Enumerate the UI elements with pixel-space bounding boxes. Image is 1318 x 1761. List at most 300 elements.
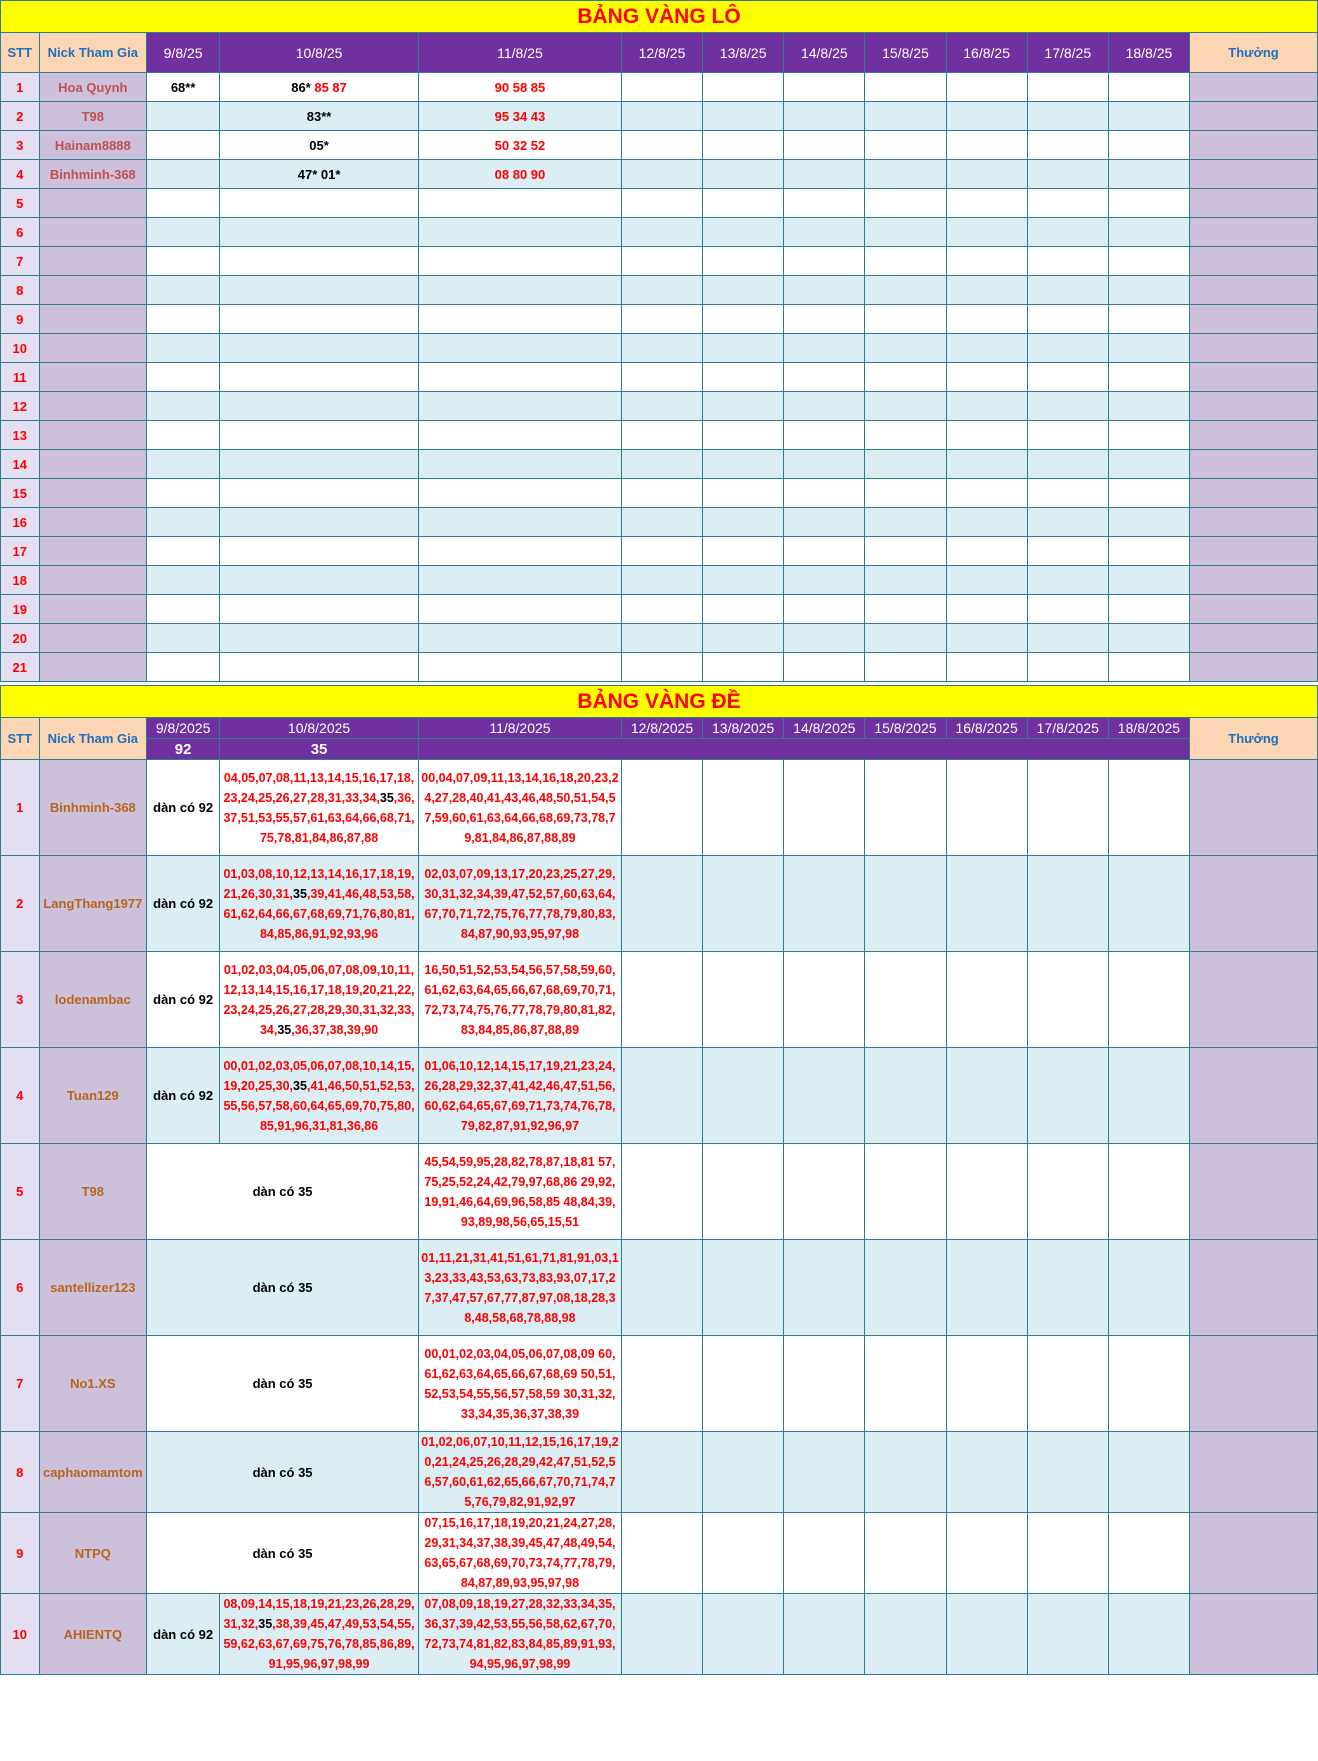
cell-empty [621,1432,702,1513]
cell-empty [865,160,946,189]
numbers-part: 00,01,02,03,05,06,07,08,10,14,15,19,20,25,30, [223,1058,415,1093]
table-row [1,276,1318,305]
cell-empty [1027,1513,1108,1594]
cell-empty [784,1513,865,1594]
cell-9-8 [147,131,220,160]
cell-10-8 [220,276,419,305]
table-row [1,1432,1318,1513]
cell-empty [784,566,865,595]
cell-11-8: 45,54,59,95,28,82,78,87,18,81 57,75,25,52,24,42,79,97,68,86 29,92,19,91,46,64,69,96,58,85 48,84,39,93,89,98,56,65,15,51 [419,1144,622,1240]
cell-empty [621,131,702,160]
cell-prize [1190,1432,1318,1513]
de-header-date: 14/8/2025 [784,718,865,739]
cell-empty [1108,247,1189,276]
numbers-part: 01,02,03,04,05,06,07,08,09,10,11,12,13,14,15,16,17,18,19,20,21,22,23,24,25,26,27,28,29,30,31,32,33,34, [223,962,415,1037]
cell-empty [621,1048,702,1144]
cell-9-8 [147,160,220,189]
cell-prize [1190,760,1318,856]
cell-empty [865,247,946,276]
table-row [1,305,1318,334]
cell-prize [1190,73,1318,102]
cell-empty [703,392,784,421]
de-header-date: 11/8/2025 [419,718,622,739]
table-row [1,1594,1318,1675]
cell-empty [784,1336,865,1432]
row-nick: T98 [39,1144,147,1240]
row-stt: 3 [1,131,40,160]
cell-11-8 [419,479,622,508]
cell-empty [1108,1240,1189,1336]
lo-header-date: 10/8/25 [220,33,419,73]
cell-empty [1027,952,1108,1048]
row-nick: caphaomamtom [39,1432,147,1513]
numbers-hit: 35 [379,790,394,805]
cell-dan: dàn có 92 [147,952,220,1048]
cell-empty [703,508,784,537]
numbers-part: 08,09,14,15,18,19,21,23,26,28,29,31,32, [223,1597,415,1631]
cell-empty [621,160,702,189]
cell-10-8 [220,305,419,334]
cell-prize [1190,856,1318,952]
lo-header-date: 11/8/25 [419,33,622,73]
cell-prize [1190,566,1318,595]
lo-header-date: 18/8/25 [1108,33,1189,73]
cell-empty [621,421,702,450]
numbers-part: ,36,37,51,53,55,57,61,63,64,66,68,71,75,78,81,84,86,87,88 [223,790,415,845]
cell-prize [1190,1513,1318,1594]
lo-header-nick: Nick Tham Gia [39,33,147,73]
cell-11-8: 01,06,10,12,14,15,17,19,21,23,24,26,28,29,32,37,41,42,46,47,51,56,60,62,64,65,67,69,71,73,74,76,78,79,82,87,91,92,96,97 [419,1048,622,1144]
cell-prize [1190,160,1318,189]
de-header-prize: Thưởng [1190,718,1318,760]
cell-empty [1108,856,1189,952]
cell-empty [621,363,702,392]
cell-empty [1027,537,1108,566]
cell-11-8: 07,15,16,17,18,19,20,21,24,27,28,29,31,34,37,38,39,45,47,48,49,54,63,65,67,68,69,70,73,74,77,78,79,84,87,89,93,95,97,98 [419,1513,622,1594]
cell-empty [703,856,784,952]
cell-empty [946,856,1027,952]
cell-empty [703,1432,784,1513]
de-header-nick: Nick Tham Gia [39,718,147,760]
cell-9-8 [147,450,220,479]
cell-empty [865,508,946,537]
lo-header-date: 16/8/25 [946,33,1027,73]
table-row [1,247,1318,276]
cell-11-8: 02,03,07,09,13,17,20,23,25,27,29,30,31,32,34,39,47,52,57,60,63,64,67,70,71,72,75,76,77,78,79,80,83,84,87,90,93,95,97,98 [419,856,622,952]
cell-empty [1027,363,1108,392]
cell-empty [1108,952,1189,1048]
row-stt: 6 [1,1240,40,1336]
cell-empty [703,1336,784,1432]
row-stt: 4 [1,160,40,189]
cell-9-8 [147,189,220,218]
cell-empty [1108,1048,1189,1144]
row-stt: 20 [1,624,40,653]
cell-empty [703,537,784,566]
cell-empty [621,334,702,363]
cell-empty [1108,566,1189,595]
table-row [1,952,1318,1048]
cell-empty [621,479,702,508]
cell-empty [1108,73,1189,102]
cell-prize [1190,595,1318,624]
cell-empty [1027,566,1108,595]
cell-empty [1108,479,1189,508]
cell-empty [621,1144,702,1240]
cell-empty [865,537,946,566]
cell-empty [621,1336,702,1432]
row-stt: 5 [1,189,40,218]
row-stt: 11 [1,363,40,392]
cell-empty [946,305,1027,334]
cell-empty [946,276,1027,305]
cell-empty [865,653,946,682]
row-stt: 9 [1,305,40,334]
cell-10-8 [220,760,419,856]
cell-prize [1190,1048,1318,1144]
cell-empty [784,760,865,856]
cell-9-8 [147,508,220,537]
cell-prize [1190,131,1318,160]
cell-empty [621,305,702,334]
row-nick [39,247,147,276]
row-stt: 14 [1,450,40,479]
cell-empty [703,1594,784,1675]
cell-empty [1027,760,1108,856]
row-stt: 10 [1,1594,40,1675]
row-nick: Hainam8888 [39,131,147,160]
numbers-part: 04,05,07,08,11,13,14,15,16,17,18,23,24,25,26,27,28,31,33,34, [223,770,415,805]
cell-empty [946,1336,1027,1432]
cell-empty [621,450,702,479]
cell-empty [946,624,1027,653]
cell-11-8: 08 80 90 [419,160,622,189]
cell-empty [784,1048,865,1144]
row-nick [39,189,147,218]
cell-empty [865,1594,946,1675]
cell-empty [784,595,865,624]
cell-10-8 [220,566,419,595]
cell-prize [1190,189,1318,218]
cell-empty [946,508,1027,537]
cell-empty [865,760,946,856]
cell-empty [946,334,1027,363]
row-nick [39,479,147,508]
de-header-date: 18/8/2025 [1108,718,1189,739]
cell-10-8 [220,1594,419,1675]
cell-11-8: 01,11,21,31,41,51,61,71,81,91,03,13,23,33,43,53,63,73,83,93,07,17,27,37,47,57,67,77,87,97,08,18,28,38,48,58,68,78,88,98 [419,1240,622,1336]
cell-empty [1108,102,1189,131]
row-stt: 6 [1,218,40,247]
de-header-date: 9/8/2025 [147,718,220,739]
cell-empty [1027,276,1108,305]
cell-empty [1108,131,1189,160]
cell-empty [1108,392,1189,421]
table-row [1,392,1318,421]
numbers-part: ,36,37,38,39,90 [291,1022,379,1037]
row-nick [39,537,147,566]
de-body [1,760,1318,1675]
cell-empty [784,102,865,131]
table-row [1,450,1318,479]
cell-empty [784,479,865,508]
table-row [1,624,1318,653]
cell-empty [784,952,865,1048]
cell-prize [1190,1144,1318,1240]
cell-empty [946,392,1027,421]
cell-empty [865,566,946,595]
table-row [1,1240,1318,1336]
row-stt: 1 [1,760,40,856]
cell-prize [1190,421,1318,450]
cell-11-8 [419,508,622,537]
cell-empty [621,856,702,952]
row-nick: AHIENTQ [39,1594,147,1675]
cell-empty [1108,189,1189,218]
cell-11-8: 50 32 52 [419,131,622,160]
row-nick: NTPQ [39,1513,147,1594]
cell-empty [621,508,702,537]
cell-empty [1027,479,1108,508]
cell-empty [621,276,702,305]
cell-empty [946,479,1027,508]
cell-empty [1027,73,1108,102]
cell-empty [1027,1144,1108,1240]
cell-empty [1027,189,1108,218]
cell-dan: dàn có 92 [147,1594,220,1675]
row-stt: 9 [1,1513,40,1594]
cell-10-8 [220,73,419,102]
row-stt: 5 [1,1144,40,1240]
cell-empty [865,218,946,247]
row-stt: 21 [1,653,40,682]
cell-empty [1108,1594,1189,1675]
cell-11-8: 07,08,09,18,19,27,28,32,33,34,35,36,37,39,42,53,55,56,58,62,67,70,72,73,74,81,82,83,84,85,89,91,93,94,95,96,97,98,99 [419,1594,622,1675]
cell-empty [703,421,784,450]
cell-empty [865,595,946,624]
cell-empty [703,1240,784,1336]
row-nick [39,334,147,363]
cell-10-8 [220,952,419,1048]
lo-table [0,0,1318,682]
cell-prize [1190,479,1318,508]
lo-header-date: 13/8/25 [703,33,784,73]
cell-empty [865,1336,946,1432]
cell-empty [621,73,702,102]
cell-empty [784,537,865,566]
cell-empty [1027,1336,1108,1432]
table-row [1,363,1318,392]
cell-empty [703,334,784,363]
de-table [0,685,1318,1675]
table-row [1,73,1318,102]
cell-dan: dàn có 35 [147,1432,419,1513]
cell-empty [865,1048,946,1144]
cell-11-8 [419,421,622,450]
row-nick: LangThang1977 [39,856,147,952]
cell-empty [946,247,1027,276]
cell-empty [784,1432,865,1513]
row-stt: 19 [1,595,40,624]
row-stt: 17 [1,537,40,566]
cell-11-8 [419,363,622,392]
pick-hit: 05* [309,137,329,153]
cell-9-8 [147,334,220,363]
cell-empty [1027,421,1108,450]
cell-empty [1108,1432,1189,1513]
cell-11-8 [419,624,622,653]
table-row [1,218,1318,247]
table-row [1,1048,1318,1144]
cell-empty [784,305,865,334]
cell-empty [703,102,784,131]
cell-empty [784,508,865,537]
cell-empty [621,102,702,131]
numbers-part: ,38,39,45,47,49,53,54,55,59,62,63,67,69,75,76,78,85,86,89,91,95,96,97,98,99 [223,1617,415,1671]
cell-11-8: 16,50,51,52,53,54,56,57,58,59,60,61,62,63,64,65,66,67,68,69,70,71,72,73,74,75,76,77,78,79,80,81,82,83,84,85,86,87,88,89 [419,952,622,1048]
table-row [1,1144,1318,1240]
cell-10-8 [220,595,419,624]
cell-empty [1108,508,1189,537]
cell-empty [865,421,946,450]
cell-empty [703,160,784,189]
cell-10-8 [220,450,419,479]
cell-11-8 [419,653,622,682]
cell-empty [1108,160,1189,189]
de-header-date: 16/8/2025 [946,718,1027,739]
pick-hit: 86* [291,79,311,95]
cell-empty [703,1048,784,1144]
table-row [1,653,1318,682]
table-row [1,856,1318,952]
cell-empty [865,334,946,363]
row-stt: 10 [1,334,40,363]
cell-empty [703,276,784,305]
cell-9-8: 68** [147,73,220,102]
cell-empty [784,421,865,450]
cell-empty [946,421,1027,450]
cell-10-8 [220,334,419,363]
cell-empty [865,952,946,1048]
cell-empty [703,363,784,392]
cell-empty [703,624,784,653]
cell-dan: dàn có 92 [147,1048,220,1144]
cell-9-8 [147,305,220,334]
cell-11-8: 00,04,07,09,11,13,14,16,18,20,23,24,27,28,40,41,43,46,48,50,51,54,57,59,60,61,63,64,66,68,69,73,78,79,81,84,86,87,88,89 [419,760,622,856]
pick-hit: 47* 01* [297,166,341,182]
lo-header-date: 17/8/25 [1027,33,1108,73]
cell-prize [1190,450,1318,479]
cell-empty [621,760,702,856]
cell-dan: dàn có 92 [147,760,220,856]
cell-9-8 [147,479,220,508]
cell-empty [865,102,946,131]
cell-10-8 [220,624,419,653]
cell-empty [946,566,1027,595]
row-nick: Hoa Quynh [39,73,147,102]
cell-empty [946,1513,1027,1594]
row-stt: 7 [1,1336,40,1432]
cell-empty [621,952,702,1048]
cell-prize [1190,102,1318,131]
cell-empty [1027,247,1108,276]
table-row [1,189,1318,218]
cell-empty [703,760,784,856]
cell-empty [1108,760,1189,856]
cell-empty [1027,595,1108,624]
cell-empty [946,160,1027,189]
cell-prize [1190,305,1318,334]
cell-prize [1190,1336,1318,1432]
cell-empty [703,653,784,682]
pick-hit: 83** [306,108,332,124]
cell-empty [946,537,1027,566]
cell-empty [946,102,1027,131]
cell-empty [1108,450,1189,479]
numbers-part: ,41,46,50,51,52,53,55,56,57,58,60,64,65,69,70,75,80,85,91,96,31,81,36,86 [223,1078,415,1133]
cell-empty [703,450,784,479]
cell-empty [1027,1240,1108,1336]
cell-10-8 [220,131,419,160]
table-row [1,537,1318,566]
cell-empty [784,856,865,952]
numbers-part: ,39,41,46,48,53,58,61,62,64,66,67,68,69,71,76,80,81,84,85,86,91,92,93,96 [223,886,415,941]
cell-empty [865,276,946,305]
cell-empty [1027,392,1108,421]
cell-10-8 [220,102,419,131]
cell-empty [621,624,702,653]
numbers-hit: 35 [293,1078,307,1093]
cell-empty [865,1144,946,1240]
cell-empty [865,856,946,952]
row-nick [39,392,147,421]
cell-empty [946,1594,1027,1675]
pick-miss: 85 87 [310,79,347,95]
table-row [1,1513,1318,1594]
cell-11-8 [419,392,622,421]
cell-empty [784,218,865,247]
cell-empty [1108,305,1189,334]
cell-empty [946,1048,1027,1144]
cell-dan: dàn có 35 [147,1144,419,1240]
cell-empty [946,131,1027,160]
cell-11-8 [419,189,622,218]
de-header-date: 13/8/2025 [703,718,784,739]
cell-10-8 [220,421,419,450]
cell-empty [1027,334,1108,363]
cell-prize [1190,1240,1318,1336]
cell-empty [703,479,784,508]
cell-empty [1108,276,1189,305]
cell-empty [784,653,865,682]
cell-empty [703,131,784,160]
row-nick: Tuan129 [39,1048,147,1144]
numbers-hit: 35 [293,886,307,901]
numbers-hit: 35 [258,1617,273,1631]
row-stt: 12 [1,392,40,421]
cell-dan: dàn có 92 [147,856,220,952]
row-stt: 8 [1,276,40,305]
cell-9-8 [147,595,220,624]
cell-empty [1027,450,1108,479]
row-nick [39,508,147,537]
cell-empty [1108,1144,1189,1240]
cell-9-8 [147,624,220,653]
row-stt: 7 [1,247,40,276]
cell-prize [1190,624,1318,653]
cell-empty [621,537,702,566]
cell-10-8 [220,160,419,189]
